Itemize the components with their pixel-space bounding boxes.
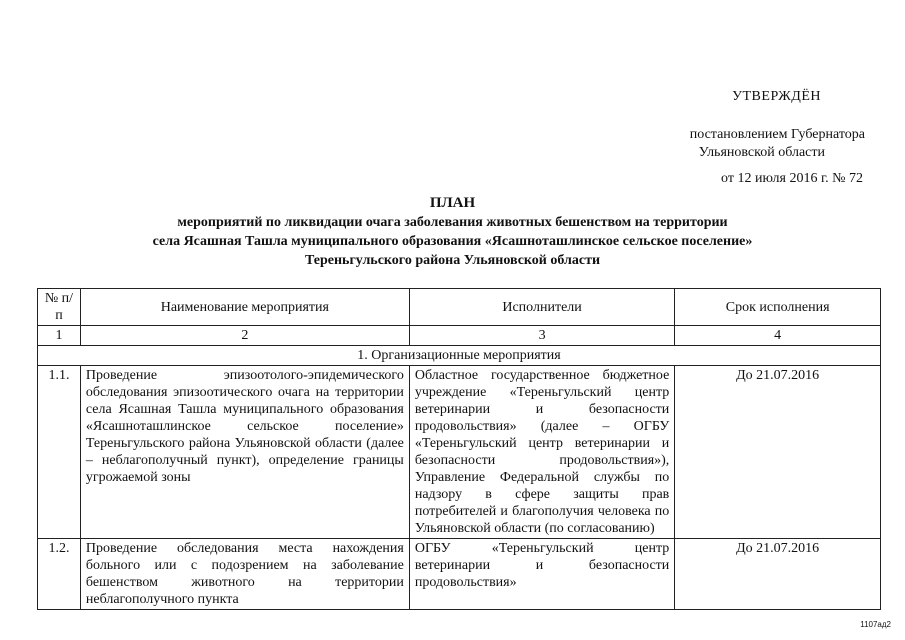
row-deadline: До 21.07.2016 (675, 366, 881, 539)
plan-subtitle-3: Тереньгульского района Ульяновской области (304, 253, 601, 268)
approval-line-1: постановлением Губернатора (689, 127, 865, 142)
col-number-3: 3 (409, 326, 674, 346)
header-num: № п/п (38, 289, 81, 326)
row-num: 1.2. (38, 539, 81, 610)
plan-subtitle-2: села Ясашная Ташла муниципального образования «Ясашноташлинское сельское поселение» (152, 234, 753, 249)
plan-table (37, 288, 881, 610)
plan-subtitle-1: мероприятий по ликвидации очага заболевания животных бешенством на территории (177, 215, 728, 230)
table-row (38, 539, 881, 610)
row-executors: Областное государственное бюджетное учреждение «Тереньгульский центр ветеринарии и безопасности продовольствия» (далее – ОГБУ «Тереньгульский центр ветеринарии и безопасности продовольствия»), Управление Федеральной службы по надзору в сфере защиты прав потребителей и благополучия человека по Ульяновской области (по согласованию) (409, 366, 674, 539)
plan-title: ПЛАН (429, 195, 476, 211)
row-name: Проведение обследования места нахождения больного или с подозрением на заболевание бешенством животного на территории неблагополучного пункта (80, 539, 409, 610)
col-number-4: 4 (675, 326, 881, 346)
header-name: Наименование мероприятия (80, 289, 409, 326)
table-row (38, 366, 881, 539)
section-row (38, 346, 881, 366)
table-header-row (38, 289, 881, 326)
row-name: Проведение эпизоотолого-эпидемического обследования эпизоотического очага на территории села Ясашная Ташла муниципального образования «Ясашноташлинское сельское поселение» Тереньгульского района Ульяновской области (далее – неблагополучный пункт), определение границы угрожаемой зоны (80, 366, 409, 539)
header-deadline: Срок исполнения (675, 289, 881, 326)
row-num: 1.1. (38, 366, 81, 539)
approval-line-2: Ульяновской области (698, 145, 825, 160)
column-number-row (38, 326, 881, 346)
approval-title: УТВЕРЖДЁН (732, 89, 821, 104)
row-deadline: До 21.07.2016 (675, 539, 881, 610)
document-id: 1107ад2 (860, 620, 891, 629)
plan-heading (0, 194, 905, 270)
header-executors: Исполнители (409, 289, 674, 326)
col-number-1: 1 (38, 326, 81, 346)
approval-line-3: от 12 июля 2016 г. № 72 (721, 171, 863, 186)
section-title: 1. Организационные мероприятия (38, 346, 881, 366)
col-number-2: 2 (80, 326, 409, 346)
row-executors: ОГБУ «Тереньгульский центр ветеринарии и безопасности продовольствия» (409, 539, 674, 610)
